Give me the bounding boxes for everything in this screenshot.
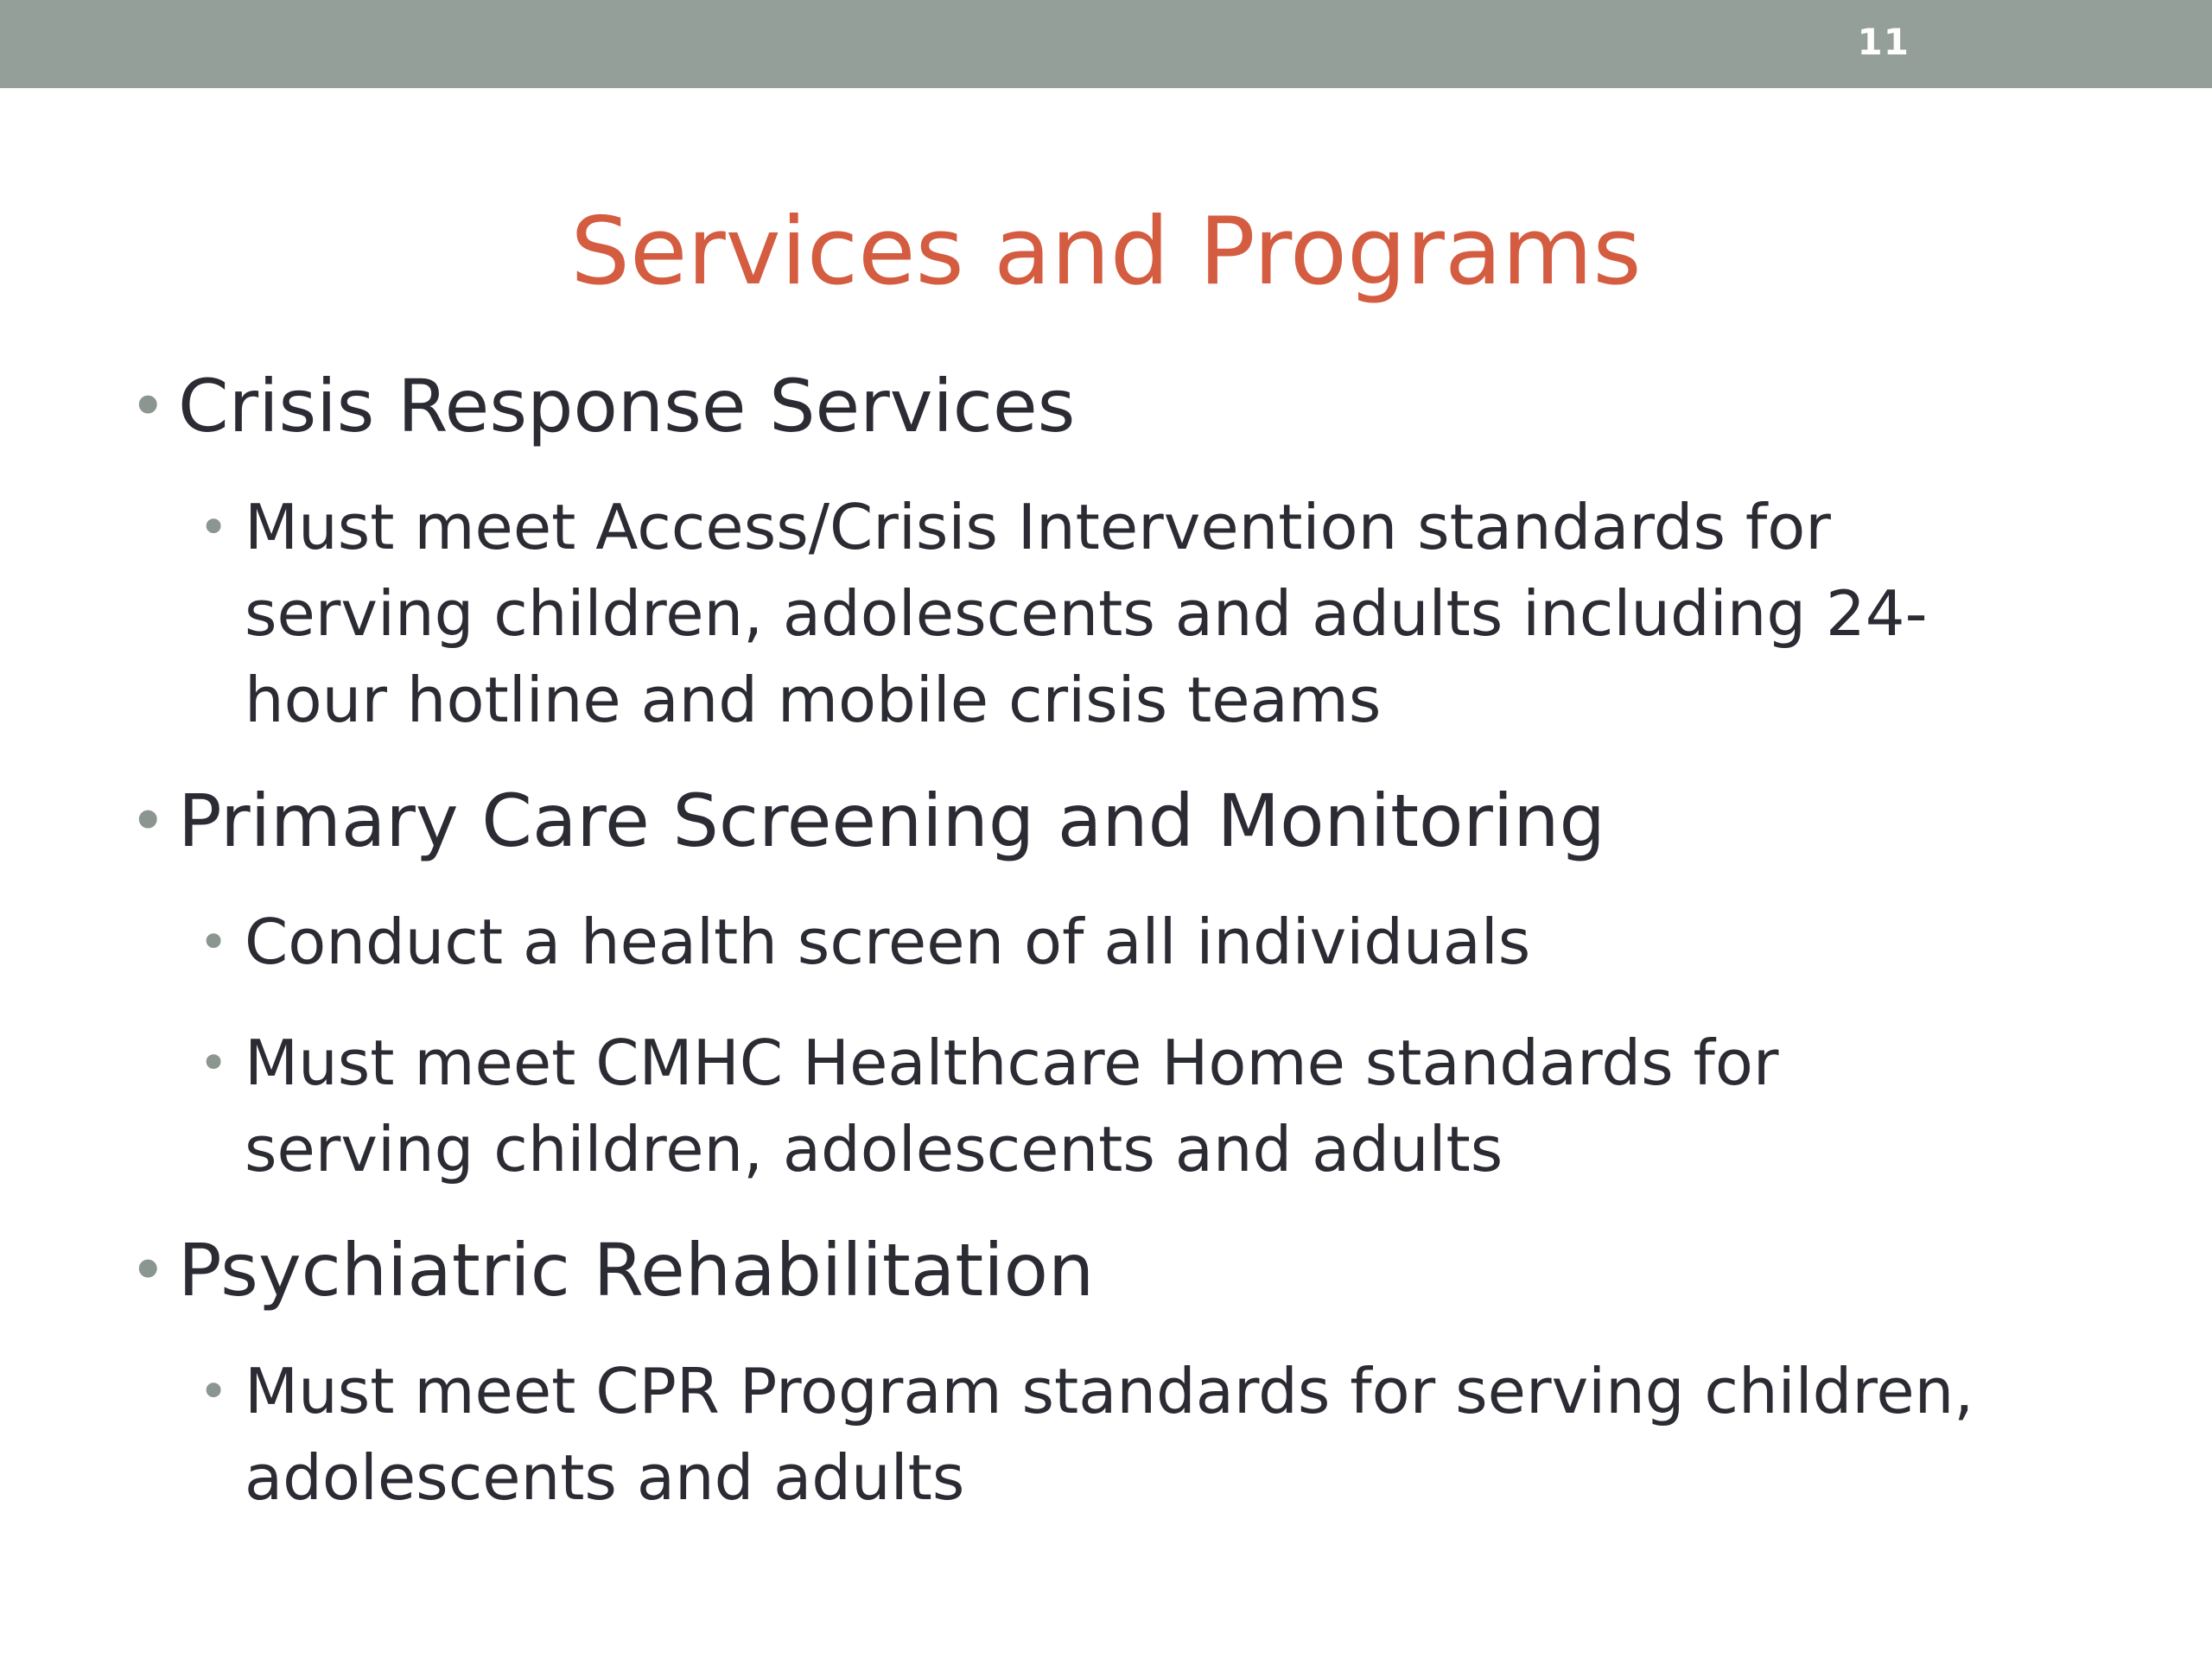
sub-bullet-item [130, 484, 2016, 743]
slide-title: Services and Programs [570, 198, 1642, 306]
bullet-dot-icon: • [199, 1033, 229, 1092]
bullet-dot-icon: • [199, 498, 229, 556]
bullet-heading: Psychiatric Rehabilitation [178, 1228, 1095, 1313]
sub-bullet-item [130, 1348, 2102, 1521]
sub-bullet-text: Must meet CMHC Healthcare Home standards for serving children, adolescents and adults [245, 1027, 1779, 1185]
sub-bullet-item [130, 1020, 1955, 1192]
sub-bullet-item [130, 899, 2016, 985]
slide-number: 11 [1857, 21, 1910, 63]
bullet-dot-icon: • [130, 370, 167, 442]
bullet-item-crisis-response [130, 354, 2117, 458]
bullet-item-primary-care [130, 769, 2117, 873]
sub-bullet-text: Conduct a health screen of all individuals [245, 906, 1531, 978]
bullet-heading: Primary Care Screening and Monitoring [178, 779, 1605, 863]
bullet-dot-icon: • [130, 1234, 167, 1306]
header-bar [0, 0, 2212, 88]
sub-bullet-text: Must meet CPR Program standards for serving children, adolescents and adults [245, 1355, 1974, 1514]
bullet-item-psychiatric-rehab [130, 1218, 2117, 1322]
bullet-dot-icon: • [199, 1362, 229, 1421]
bullet-dot-icon: • [199, 912, 229, 971]
sub-bullet-text: Must meet Access/Crisis Intervention standards for serving children, adolescents and adults including 24-hour hotline and mobile crisis teams [245, 491, 1928, 736]
bullet-dot-icon: • [130, 785, 167, 857]
bullet-heading: Crisis Response Services [178, 364, 1076, 448]
bullet-list [130, 354, 2117, 1521]
